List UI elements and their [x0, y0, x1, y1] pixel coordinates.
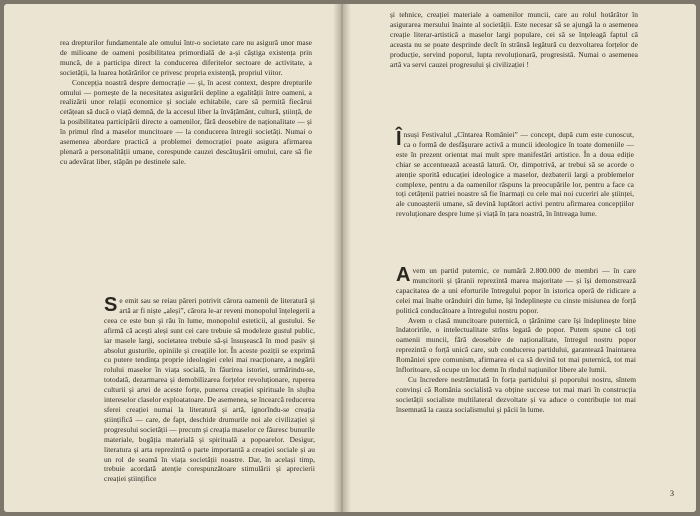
page-number: 3	[670, 489, 674, 498]
right-paragraph-4: Avem o clasă muncitoare puternică, o țărănime care își îndeplinește bine îndatoririle, o intelectualitate strîns legată de popor. Putem spune că toți oamenii muncii, fără deosebire de naționalitate, întregul nostru popor reprezintă o forță unică care, sub conducerea partidului, garantează înaintarea României spre comunism, afirmarea ei ca să devină tot mai puternică, tot mai înfloritoare, să ocupe un loc demn în rîndul națiunilor libere ale lumii.	[396, 315, 636, 375]
right-paragraph-5: Cu încredere nestrămutată în forța partidului și poporului nostru, sîntem convinși că România socialistă va obține succese tot mai mari în construcția societății socialiste multilateral dezvoltate și va aduce o contribuție tot mai însemnată la cauza socialismului și păcii în lume.	[396, 374, 636, 414]
left-paragraph-3: Se emit sau se reiau păreri potrivit cărora oamenii de literatură și artă ar fi niște „aleși”, cărora le-ar reveni monopolul înțelegerii a ceea ce este bun și rău în lume, monopolul esteticii, al gustului. Se afirmă că acești aleși sunt cei care trebuie să modeleze gustul public, iar masele largi, societatea trebuie să-și însușească în mod pasiv și absolut gusturile, opiniile și creațiile lor. În aceste poziții se exprimă cu putere tendința proprie ideologiei celei mai reacționare, a negării rolului maselor în viața socială, în făurirea istoriei, urmărindu-se, totodată, dezarmarea și demobilizarea forțelor revoluționare, ruperea culturii și artei de aceste forțe, punerea creației spirituale în slujba intereselor claselor exploatatoare. De asemenea, se încearcă reducerea sferei creației numai la literatură și artă, ignorîndu-se creația științifică — care, de fapt, deschide drumurile noi ale civilizației și progresului societății — precum și creația maselor ce făuresc bunurile materiale, bogăția materială și spirituală a popoarelor. Desigur, literatura și arta reprezintă o parte importantă a creației sociale și au un rol de seamă în viața societății noastre. Dar, în același timp, trebuie acordată atenție corespunzătoare stimulării și aprecierii creației științifice	[104, 294, 315, 484]
left-paragraph-1: rea drepturilor fundamentale ale omului într-o societate care nu asigură unor mase de milioane de oameni posibilitatea primordială de a-și câștiga existența prin muncă, de a participa direct la conducerea diferitelor sectoare de activitate, a societății, la luarea hotărârilor ce privesc propria existență, propriul viitor.	[60, 38, 312, 77]
right-bottom-text	[396, 266, 636, 415]
right-paragraph-3: Avem un partid puternic, ce numără 2.800.000 de membri — în care muncitorii și țăranii reprezintă marea majoritate — și își demonstrează capacitatea de a uni eforturile întregului popor în istorica operă de ridicare a celei mai înalte orânduiri din lume, își îndeplinește cu cinste misiunea de forță politică conducătoare a întregului nostru popor.	[396, 264, 636, 315]
right-paragraph-1: și tehnice, creației materiale a oamenilor muncii, care au rolul hotărâtor în asigurarea mersului înainte al societății. Este necesar să se ajungă la o asemenea creație literar-artistică a maselor largi populare, cei să se înțeleagă faptul că aceasta nu se poate desprinde decît în strânsă legătură cu dezvoltarea forțelor de producție, servind poporul, lupta revoluționară, progresistă. Numai o asemenea artă va servi cauzei progresului și civilizației !	[390, 10, 638, 69]
dropcap-a: A	[396, 264, 411, 286]
right-paragraph-2: Însuși Festivalul „Cîntarea României” — concept, după cum este cunoscut, ca o formă de desfășurare activă a muncii ideologice în toate domeniile — este în prezent orientat mai mult spre manifestări artistice. În a doua ediție chiar se accentuează această latură. Or, dimpotrivă, ar trebui să se acorde o atenție sporită educației ideologice a maselor, dezbaterii largi a problemelor complexe, pentru a da oamenilor răspuns la preocupările lor, pentru a face ca toți cetățenii patriei noastre să fie înarmați cu cele mai noi cuceriri ale științei, ale cunoașterii umane, să devină luptători activi pentru afirmarea concepțiilor revoluționare despre lume și viață în țara noastră, în întreaga lume.	[396, 128, 634, 219]
left-top-text	[60, 38, 312, 167]
right-middle-text	[396, 130, 634, 219]
dropcap-i: Î	[396, 128, 402, 150]
right-top-text	[390, 10, 638, 69]
left-bottom-text	[104, 296, 315, 484]
right-page	[342, 4, 696, 512]
left-paragraph-2: Concepția noastră despre democrație — și, în acest context, despre drepturile omului — pornește de la necesitatea asigurării depline a egalității între oameni, a realizării unor relații economice și sociale echitabile, care să permită fiecărui cetățean să ducă o viață demnă, de la accesul liber la învățământ, cultură, știință, de la posibilitatea participării directe a oamenilor, fără deosebire de naționalitate — și în primul rînd a maselor muncitoare — la conducerea întregii societăți. Numai o asemenea abordare practică a problemei democrației poate asigura afirmarea plenară a personalității umane, corespunde cauzei descătușării omului, care să fie cu adevărat liber, stăpân pe destinele sale.	[60, 77, 312, 166]
left-page	[4, 4, 342, 512]
dropcap-s: S	[104, 294, 118, 316]
